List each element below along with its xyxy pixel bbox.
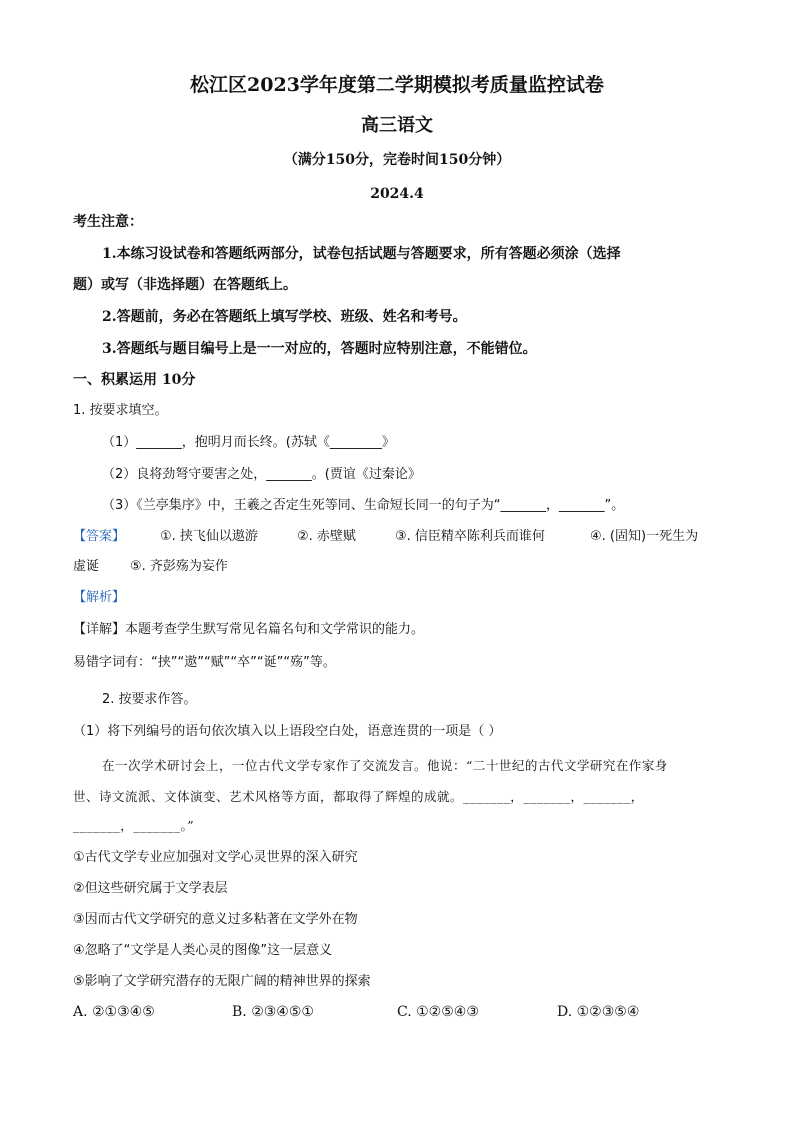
sentence-item-2: ②但这些研究属于文学表层 (73, 881, 228, 896)
exam-title: 松江区2023学年度第二学期模拟考质量监控试卷 (190, 74, 604, 96)
question-1-sub-2: （2）良将劲弩守要害之处，_______。(贾谊《过秦论》 (102, 467, 421, 482)
notice-item-2: 2.答题前，务必在答题纸上填写学校、班级、姓名和考号。 (102, 309, 467, 325)
answer-item-2: ②. 赤壁赋 (297, 529, 356, 544)
option-a[interactable]: A. ②①③④⑤ (73, 1004, 155, 1020)
exam-subject: 高三语文 (361, 115, 433, 136)
analysis-detail: 【详解】本题考查学生默写常见名篇名句和文学常识的能力。 (73, 622, 425, 637)
sentence-item-3: ③因而古代文学研究的意义过多粘著在文学外在物 (73, 912, 358, 927)
answer-label: 【答案】 (73, 529, 126, 544)
notice-heading: 考生注意： (73, 214, 143, 230)
question-2-sub-1: （1）将下列编号的语句依次填入以上语段空白处，语意连贯的一项是（ ） (73, 724, 502, 739)
answer-item-4-cont: 虚诞 (73, 559, 100, 574)
option-c[interactable]: C. ①②⑤④③ (397, 1004, 479, 1020)
question-1-stem: 1. 按要求填空。 (73, 403, 168, 418)
passage-line-2: 世、诗文流派、文体演变、艺术风格等方面，都取得了辉煌的成就。_______，_______，_______， (73, 789, 644, 804)
answer-item-1: ①. 挟飞仙以遨游 (160, 529, 258, 544)
answer-item-3: ③. 信臣精卒陈利兵而谁何 (395, 529, 545, 544)
sentence-item-4: ④忽略了“文学是人类心灵的图像”这一层意义 (73, 943, 333, 958)
answer-item-5: ⑤. 齐彭殇为妄作 (130, 559, 228, 574)
option-b[interactable]: B. ②③④⑤① (232, 1004, 314, 1020)
exam-score-time: （满分150分，完卷时间150分钟） (283, 152, 511, 168)
notice-item-1-line-2: 题）或写（非选择题）在答题纸上。 (73, 277, 297, 293)
section-heading: 一、积累运用 10分 (73, 372, 196, 388)
exam-date: 2024.4 (370, 186, 424, 202)
option-d[interactable]: D. ①②③⑤④ (557, 1004, 640, 1020)
passage-line-3: _______，_______。” (73, 818, 195, 833)
sentence-item-5: ⑤影响了文学研究潜存的无限广阔的精神世界的探索 (73, 974, 371, 989)
question-1-sub-3: （3）《兰亭集序》中，王羲之否定生死等同、生命短长同一的句子为“_______，_______”。 (102, 498, 625, 513)
passage-line-1: 在一次学术研讨会上，一位古代文学专家作了交流发言。他说：“二十世纪的古代文学研究在作家身 (102, 758, 668, 773)
answer-item-4: ④. (固知)一死生为 (590, 529, 699, 544)
sentence-item-1: ①古代文学专业应加强对文学心灵世界的深入研究 (73, 850, 358, 865)
notice-item-3: 3.答题纸与题目编号上是一一对应的，答题时应特别注意，不能错位。 (102, 341, 537, 357)
question-2-stem: 2. 按要求作答。 (102, 692, 197, 707)
question-1-sub-1: （1）_______，抱明月而长终。(苏轼《________》 (102, 435, 395, 450)
analysis-label: 【解析】 (73, 590, 126, 605)
analysis-error-words: 易错字词有：“挟”“遨”“赋”“卒”“诞”“殇”等。 (73, 655, 336, 670)
notice-item-1-line-1: 1.本练习设试卷和答题纸两部分，试卷包括试题与答题要求，所有答题必须涂（选择 (102, 246, 621, 262)
